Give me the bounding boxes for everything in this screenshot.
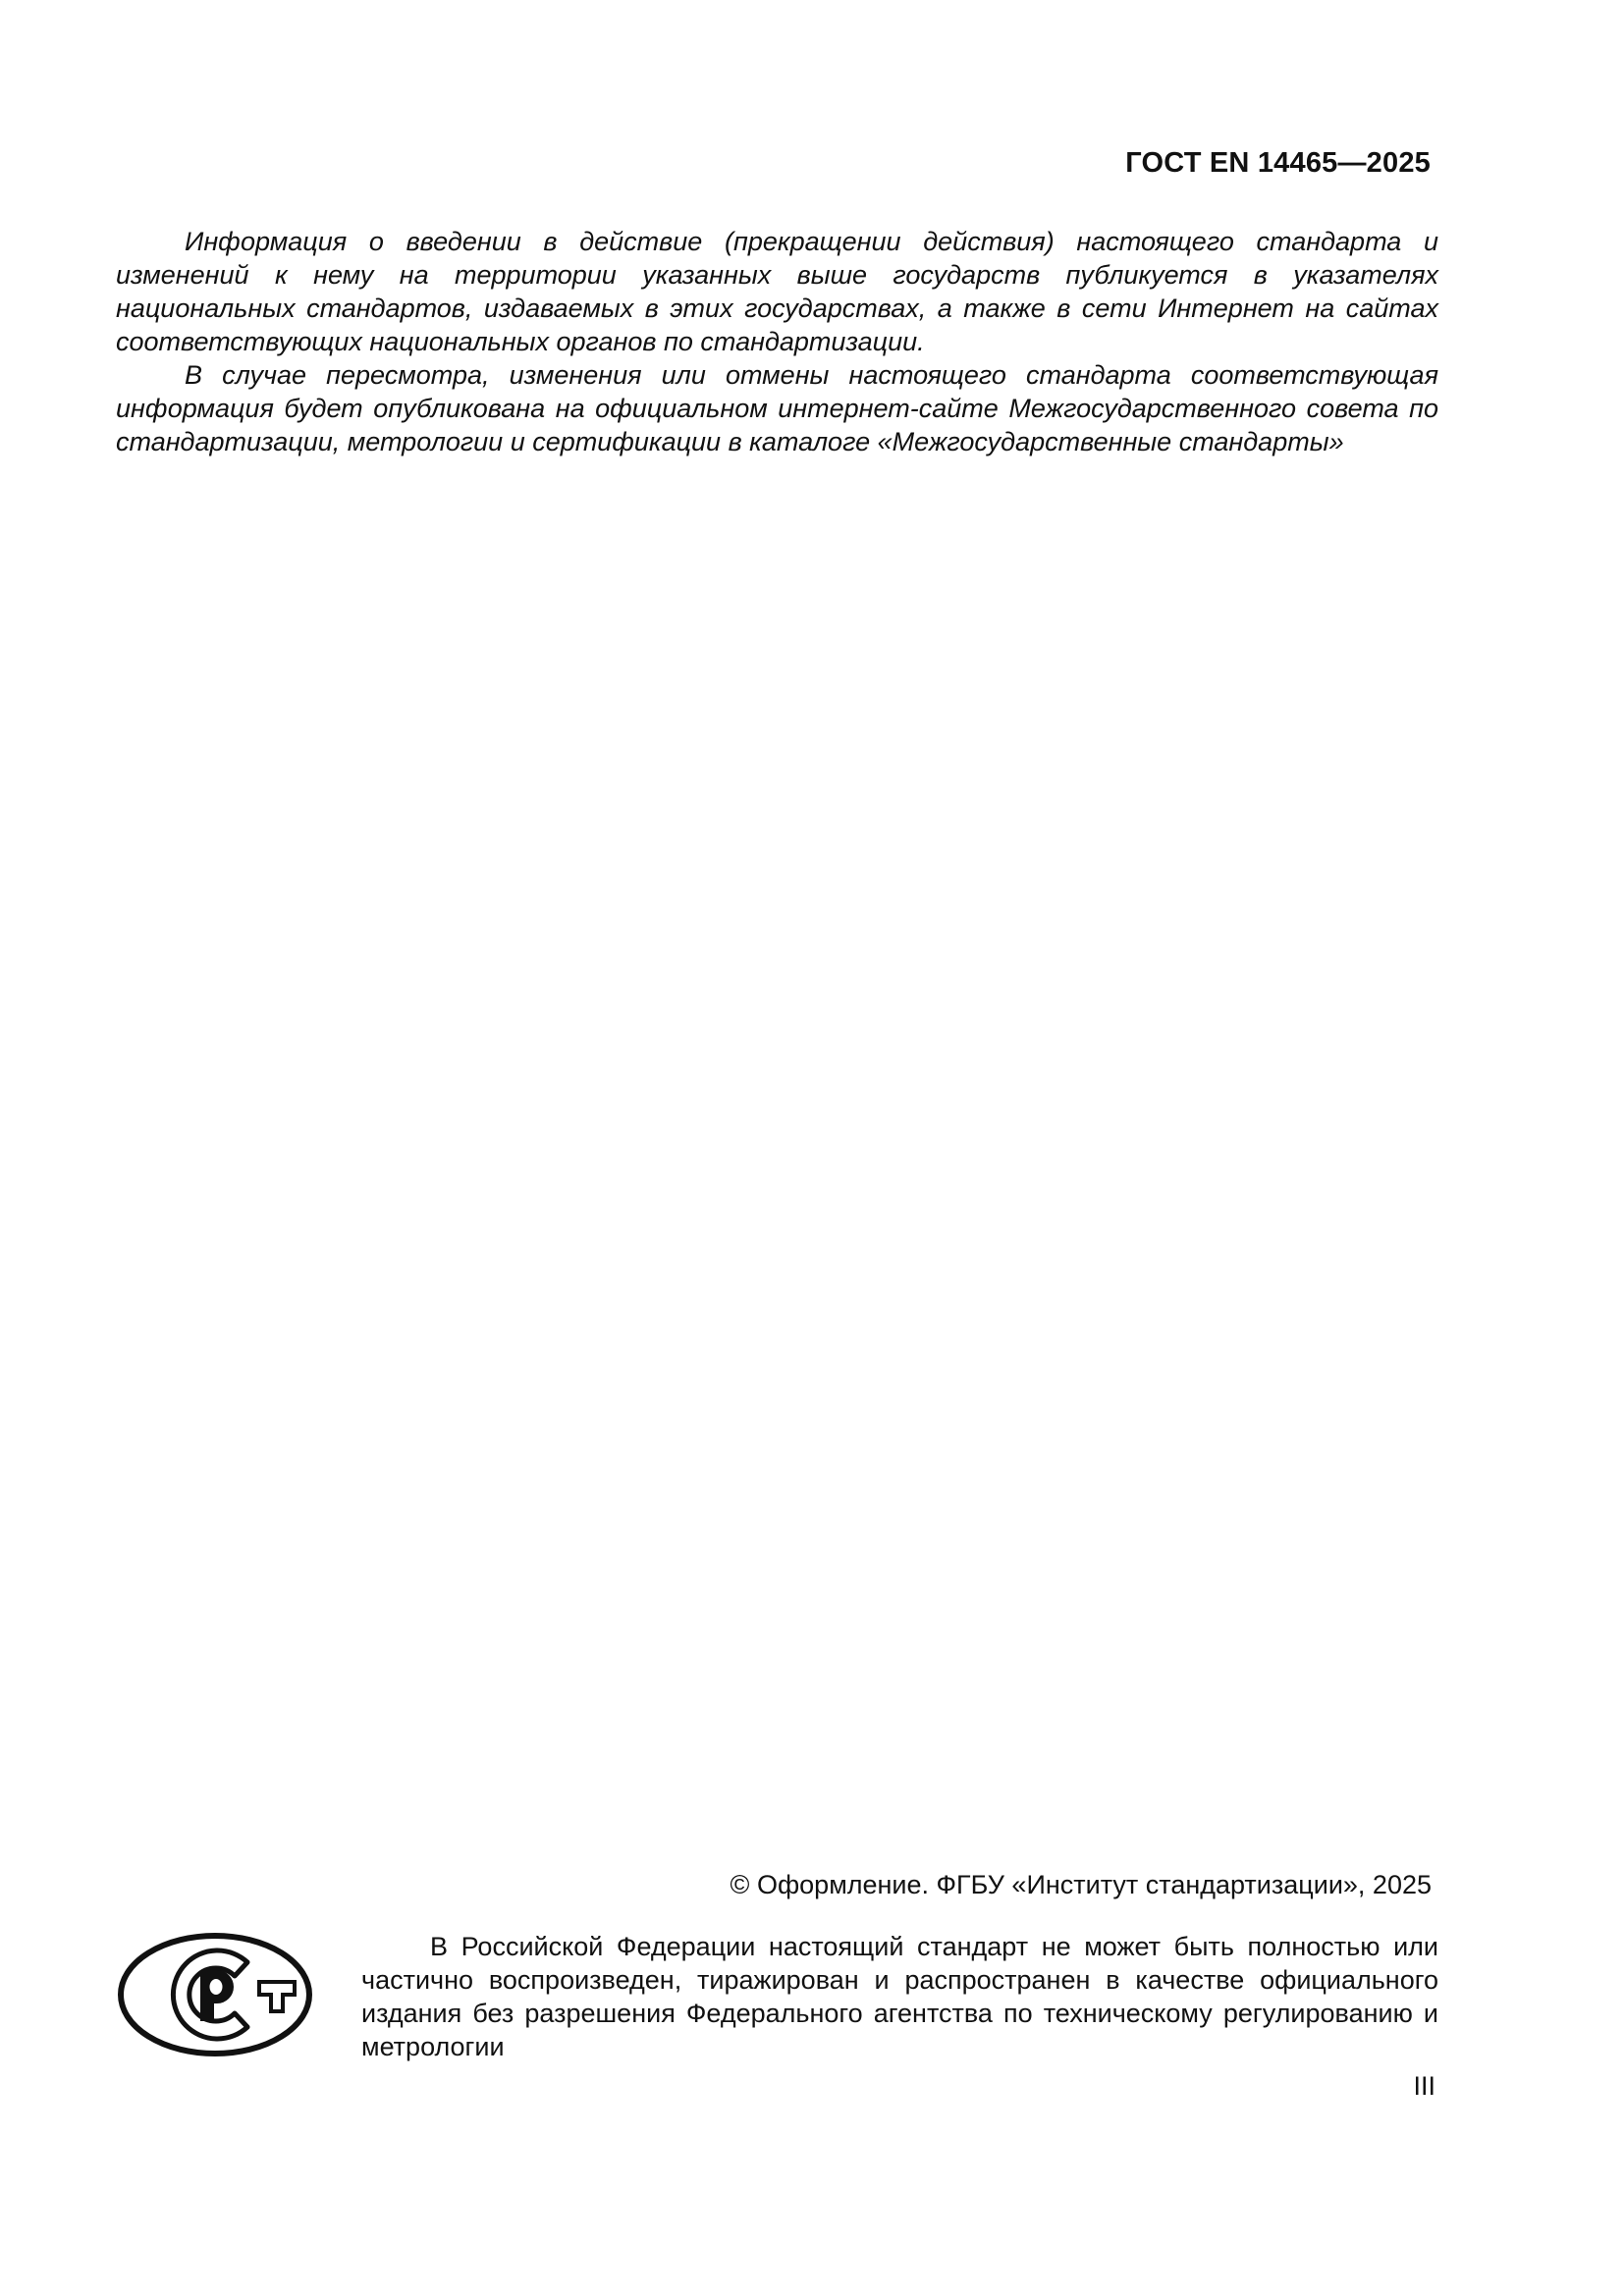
imprint-block: [116, 1930, 1438, 2063]
rst-certification-mark-icon: [116, 1932, 314, 2057]
standard-designation-header: ГОСТ EN 14465—2025: [1125, 147, 1431, 179]
page-number: III: [1413, 2071, 1435, 2101]
foreword-note: [116, 225, 1438, 458]
note-paragraph-publication: Информация о введении в действие (прекращении действия) настоящего стандарта и изменений к нему на территории указанных выше государств публикуется в указателях национальных стандартов, издаваемых в этих государствах, а также в сети Интернет на сайтах соответствующих национальных органов по стандартизации.: [116, 227, 1438, 356]
note-paragraph-revision: В случае пересмотра, изменения или отмены настоящего стандарта соответствующая информация будет опубликована на официальном интернет-сайте Межгосударственного совета по стандартизации, метрологии и сертификации в каталоге «Межгосударственные стандарты»: [116, 360, 1438, 456]
copyright-line: © Оформление. ФГБУ «Институт стандартизации», 2025: [730, 1870, 1432, 1899]
reproduction-notice: В Российской Федерации настоящий стандарт не может быть полностью или частично воспроизведен, тиражирован и распространен в качестве официального издания без разрешения Федерального агентства по техническому регулированию и метрологии: [361, 1932, 1438, 2061]
